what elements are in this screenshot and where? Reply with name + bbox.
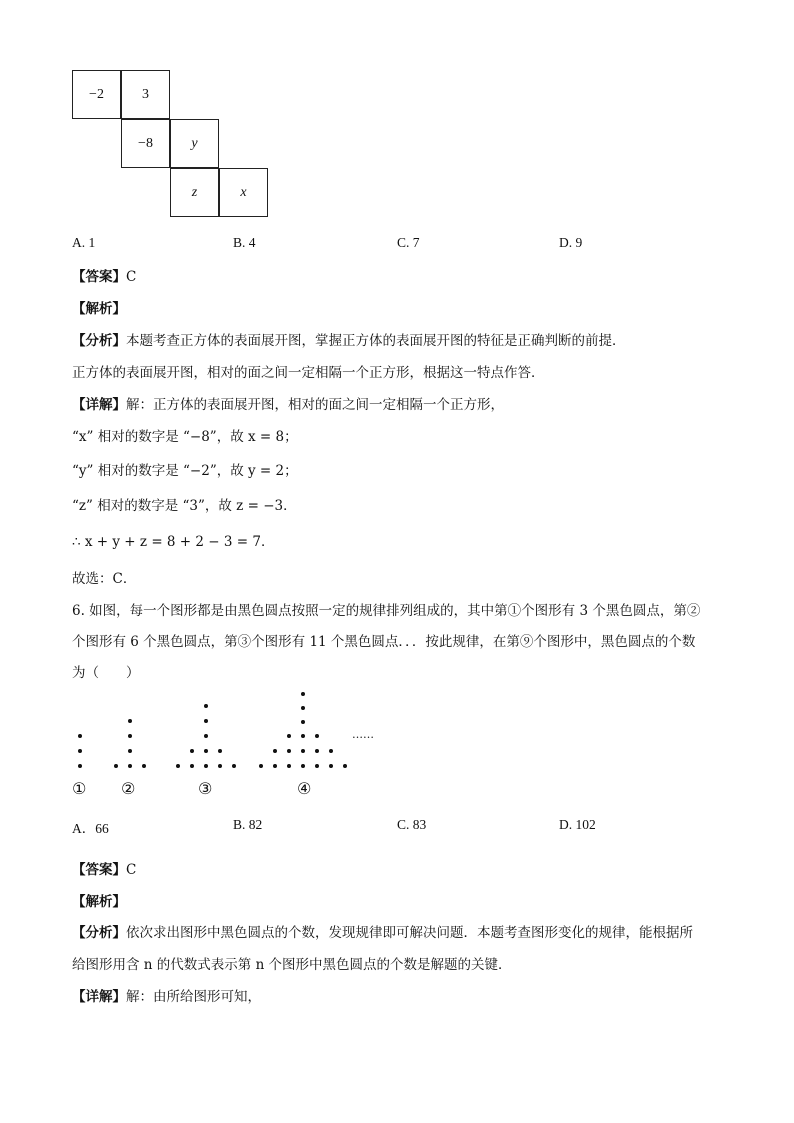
q5-fenxi [72,329,626,349]
figure-label-1: ① [72,779,87,798]
q5-line-y: “y” 相对的数字是 “−2”，故 y = 2； [72,463,298,479]
q5-fenxi-2: 正方体的表面展开图，相对的面之间一定相隔一个正方形，根据这一特点作答． [72,365,545,381]
dot [204,719,208,723]
net-cell-value: y [191,135,198,151]
q6-xiangjie [72,985,261,1005]
dot [78,749,82,753]
answer-value: C [126,862,137,878]
q6-option-b: B. 82 [233,817,263,832]
net-cell-value: x [240,184,247,200]
q6-stem-3: 为（ ） [72,665,140,681]
q6-stem-2: 个图形有 6 个黑色圆点，第③个图形有 11 个黑色圆点．．．按此规律，在第⑨个图形中，黑色圆点的个数 [72,634,696,650]
fenxi-tag: 【分析】 [72,925,126,941]
dot [301,734,305,738]
dot [273,764,277,768]
net-cell-3 [121,70,170,119]
dot [128,749,132,753]
net-cell-neg2 [72,70,121,119]
q5-option-a: A. 1 [72,235,96,250]
dot [329,749,333,753]
dot [301,764,305,768]
dot [329,764,333,768]
dot [315,734,319,738]
xiangjie-text: 解：正方体的表面展开图，相对的面之间一定相隔一个正方形， [126,397,504,413]
net-cell-y [170,119,219,168]
answer-value: C [126,269,137,285]
q5-line-x: “x” 相对的数字是 “−8”，故 x = 8； [72,429,298,445]
dot [128,719,132,723]
q5-option-b: B. 4 [233,235,256,250]
dot [218,749,222,753]
dot [301,720,305,724]
answer-tag: 【答案】 [72,269,126,285]
dot [315,749,319,753]
dot [204,704,208,708]
dot [343,764,347,768]
q6-option-c: C. 83 [397,817,427,832]
dot [287,734,291,738]
net-cell-z [170,168,219,217]
net-cell-x [219,168,268,217]
dot [287,749,291,753]
net-cell-neg8 [121,119,170,168]
q6-stem-1: 6. 如图，每一个图形都是由黑色圆点按照一定的规律排列组成的，其中第①个图形有 3 个黑色圆点，第② [72,603,701,619]
q6-option-d: D. 102 [559,817,596,832]
dot [218,764,222,768]
q6-analysis-tag: 【解析】 [72,894,126,910]
q5-line-z: “z” 相对的数字是 “3”，故 z = −3． [72,498,297,514]
dot [114,764,118,768]
dot [259,764,263,768]
figure-label-3: ③ [198,779,213,798]
q5-analysis-tag: 【解析】 [72,301,126,317]
q5-xiangjie [72,393,504,413]
q5-line-sum: ∴ x + y + z = 8 + 2 − 3 = 7． [72,534,275,550]
q6-answer [72,858,136,878]
dot [78,734,82,738]
dot [301,692,305,696]
dot [315,764,319,768]
dots-ellipsis: …… [352,728,374,741]
answer-tag: 【答案】 [72,862,126,878]
dot [287,764,291,768]
q5-choose: 故选：C． [72,571,137,587]
dot [301,749,305,753]
dot [142,764,146,768]
fenxi-tag: 【分析】 [72,333,126,349]
fenxi-text: 本题考查正方体的表面展开图，掌握正方体的表面展开图的特征是正确判断的前提． [126,333,626,349]
dot [128,734,132,738]
q5-option-d: D. 9 [559,235,583,250]
dot [204,749,208,753]
figure-label-4: ④ [297,779,312,798]
dot [232,764,236,768]
fenxi-text: 依次求出图形中黑色圆点的个数，发现规律即可解决问题．本题考查图形变化的规律，能根据所 [126,925,693,941]
xiangjie-tag: 【详解】 [72,989,126,1005]
q6-option-a: A．66 [72,821,109,836]
dot [204,734,208,738]
dot [190,764,194,768]
dot [301,706,305,710]
q6-fenxi-2: 给图形用含 n 的代数式表示第 n 个图形中黑色圆点的个数是解题的关键． [72,957,512,973]
dot [176,764,180,768]
net-cell-value: 3 [142,86,149,102]
net-cell-value: z [191,184,198,200]
dot [190,749,194,753]
dot [204,764,208,768]
dot [128,764,132,768]
dot [273,749,277,753]
q5-option-c: C. 7 [397,235,420,250]
q5-answer [72,265,136,285]
dot [78,764,82,768]
xiangjie-text: 解：由所给图形可知， [126,989,261,1005]
figure-label-2: ② [121,779,136,798]
net-cell-value: −8 [138,135,153,151]
xiangjie-tag: 【详解】 [72,397,126,413]
net-cell-value: −2 [89,86,104,102]
q6-fenxi-1 [72,921,693,941]
